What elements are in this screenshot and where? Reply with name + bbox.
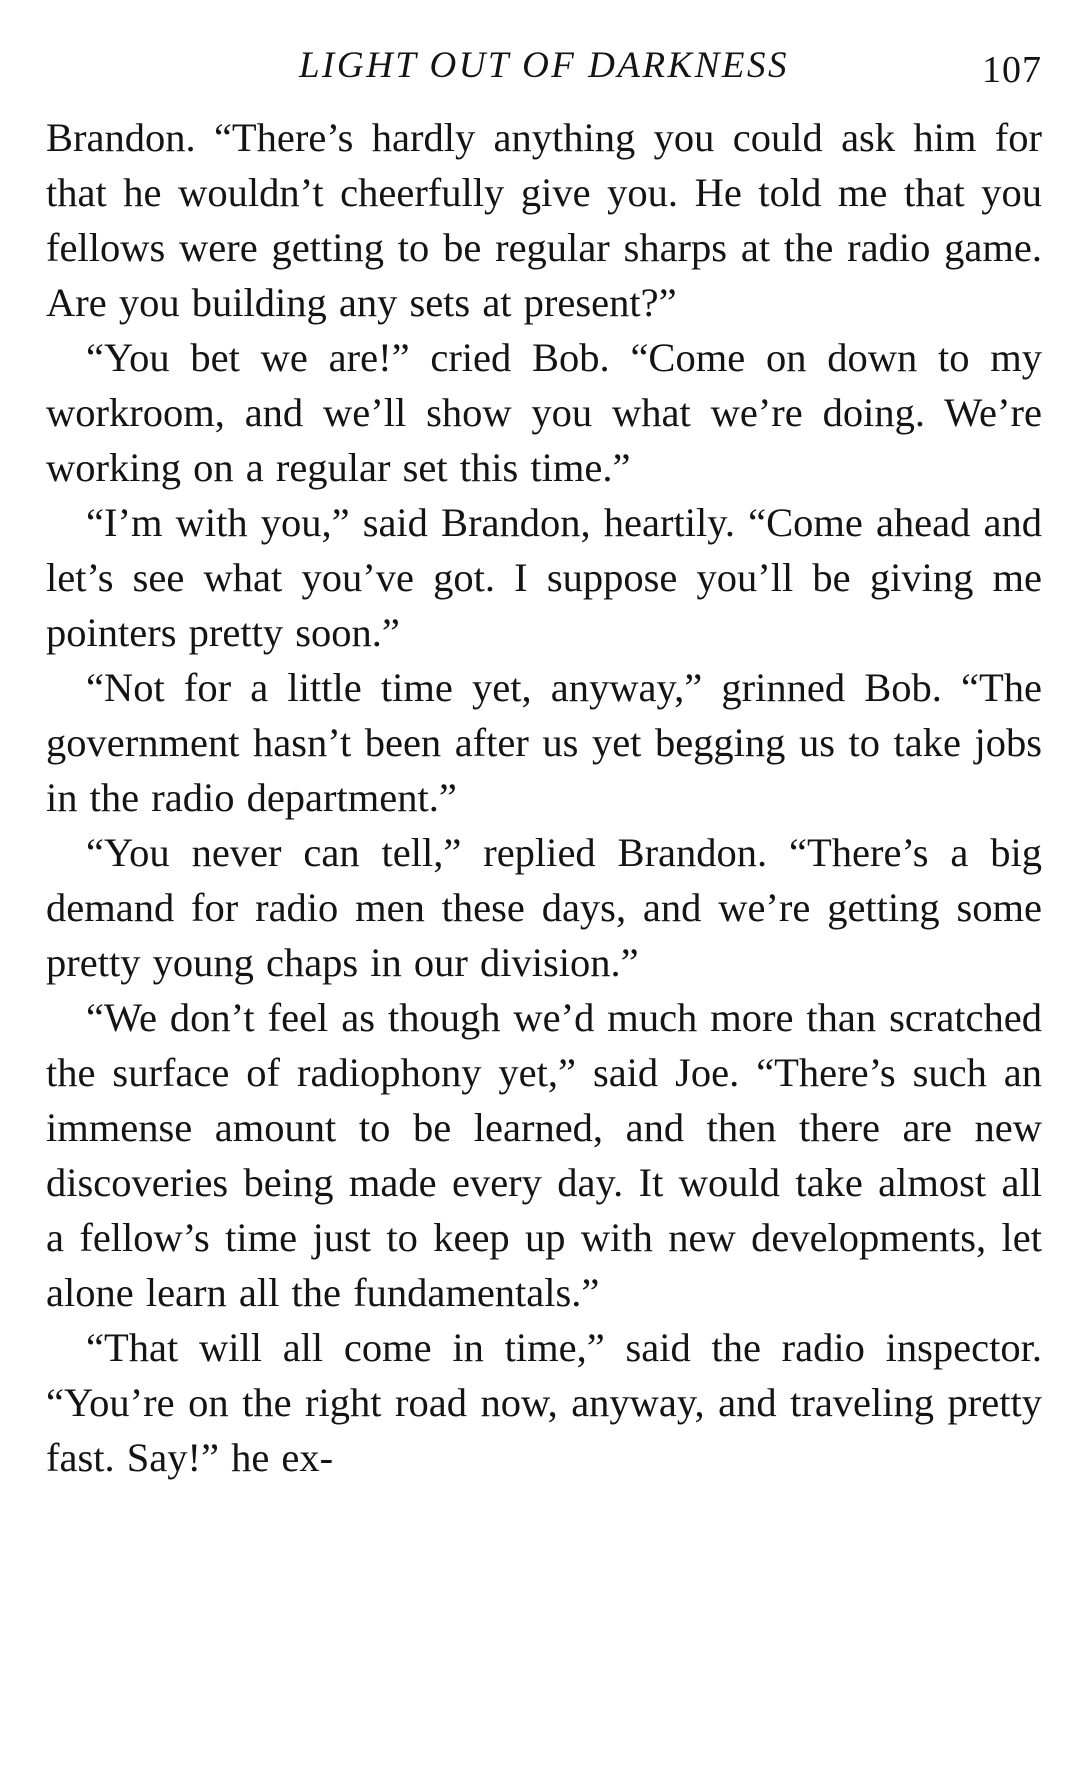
paragraph: “That will all come in time,” said the radio inspector. “You’re on the right road now, anyway, and traveling pretty fast. Say!” he ex-	[46, 1325, 1042, 1480]
paragraph: Brandon. “There’s hardly anything you could ask him for that he wouldn’t cheerfully give you. He told me that you fellows were getting to be regular sharps at the radio game. Are you building any sets at present?”	[46, 115, 1042, 325]
running-head	[46, 40, 1042, 110]
page-number: 107	[982, 49, 1042, 91]
paragraph: “We don’t feel as though we’d much more than scratched the surface of radiophony yet,” said Joe. “There’s such an immense amount to be learned, and then there are new discoveries being made every day. It would take almost all a fellow’s time just to keep up with new developments, let alone learn all the fundamentals.”	[46, 995, 1042, 1315]
paragraph: “Not for a little time yet, anyway,” grinned Bob. “The government hasn’t been after us yet begging us to take jobs in the radio department.”	[46, 665, 1042, 820]
paragraph: “You bet we are!” cried Bob. “Come on down to my workroom, and we’ll show you what we’re doing. We’re working on a regular set this time.”	[46, 335, 1042, 490]
running-title: LIGHT OUT OF DARKNESS	[298, 45, 790, 86]
paragraph: “I’m with you,” said Brandon, heartily. “Come ahead and let’s see what you’ve got. I suppose you’ll be giving me pointers pretty soon.”	[46, 500, 1042, 655]
body-text	[46, 110, 1042, 1485]
book-page	[46, 40, 1042, 1485]
paragraph: “You never can tell,” replied Brandon. “There’s a big demand for radio men these days, and we’re getting some pretty young chaps in our division.”	[46, 830, 1042, 985]
